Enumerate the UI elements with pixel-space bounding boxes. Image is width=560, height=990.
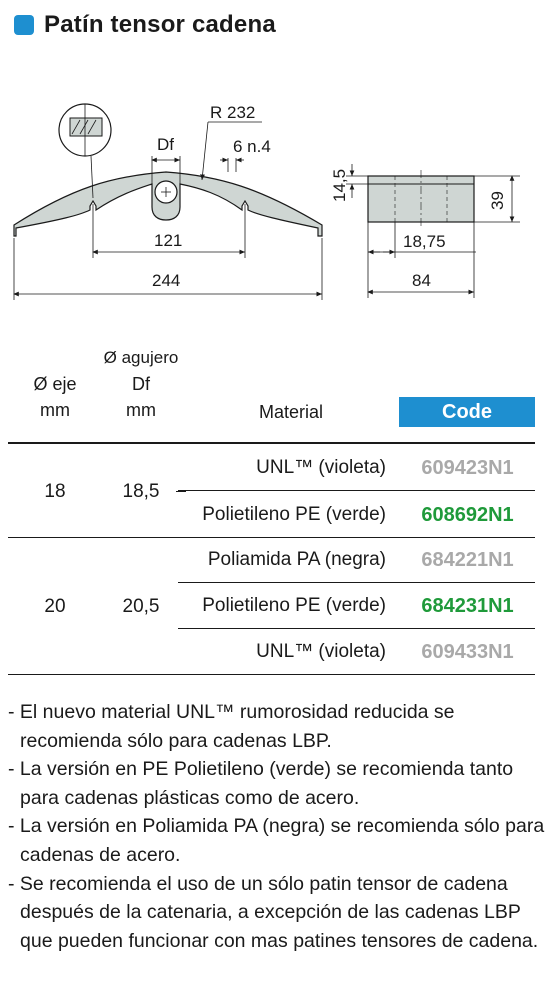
note-item: - La versión en PE Polietileno (verde) se recomienda tanto para cadenas plásticas como de acero.	[8, 758, 514, 809]
side-small-height-label: 14,5	[330, 168, 349, 202]
page-title	[14, 10, 276, 40]
header-eje	[20, 371, 90, 423]
side-total-width-label: 84	[412, 271, 431, 290]
header-df	[96, 345, 186, 423]
note-item: - La versión en Poliamida PA (negra) se recomienda sólo para cadenas de acero.	[8, 815, 545, 866]
row-divider	[178, 582, 535, 583]
row-code: 609433N1	[421, 641, 514, 663]
group-divider	[8, 537, 535, 538]
row-code: 684231N1	[421, 595, 514, 617]
header-df-label2: Df	[132, 374, 150, 394]
header-df-label1: Ø agujero	[103, 348, 179, 367]
row-material: UNL™ (violeta)	[256, 641, 386, 662]
holes-label: 6 n.4	[233, 137, 271, 156]
side-inner-width-label: 18,75	[403, 232, 446, 251]
inner-width-label: 121	[154, 231, 183, 250]
side-total-height-label: 39	[488, 191, 507, 210]
row-material: Polietileno PE (verde)	[202, 504, 386, 525]
note-item: - Se recomienda el uso de un sólo patin tensor de cadena después de la catenaria, a excepción de las cadenas LBP que pueden funcionar con mas patines tensores de cadena.	[8, 872, 539, 952]
header-eje-label: Ø eje	[33, 374, 77, 394]
header-df-unit: mm	[126, 400, 156, 420]
row-material: Polietileno PE (verde)	[202, 595, 386, 616]
radius-label: R 232	[210, 103, 256, 122]
group1-bridge-rule	[176, 491, 186, 492]
technical-drawing	[0, 80, 560, 310]
row-material: Poliamida PA (negra)	[207, 549, 386, 570]
group1-df: 18,5	[122, 481, 160, 502]
header-code: Code	[399, 397, 535, 427]
row-code: 609423N1	[421, 457, 514, 479]
note-item: - El nuevo material UNL™ rumorosidad reducida se recomienda sólo para cadenas LBP.	[8, 701, 455, 752]
title-text: Patín tensor cadena	[44, 11, 276, 38]
row-divider	[178, 490, 535, 491]
group2-df: 20,5	[122, 596, 160, 617]
row-code: 684221N1	[421, 549, 514, 571]
table-top-rule	[8, 442, 535, 444]
notes-list	[8, 698, 548, 955]
title-bullet-square	[14, 15, 34, 35]
table-bottom-rule	[8, 674, 535, 675]
row-divider	[178, 628, 535, 629]
row-material: UNL™ (violeta)	[256, 457, 386, 478]
total-width-label: 244	[152, 271, 181, 290]
table-header	[0, 345, 560, 445]
header-eje-unit: mm	[40, 400, 70, 420]
header-material: Material	[258, 402, 324, 422]
group2-eje: 20	[44, 596, 66, 617]
group1-eje: 18	[44, 481, 66, 502]
row-code: 608692N1	[421, 504, 514, 526]
df-dimension-label: Df	[157, 135, 174, 154]
